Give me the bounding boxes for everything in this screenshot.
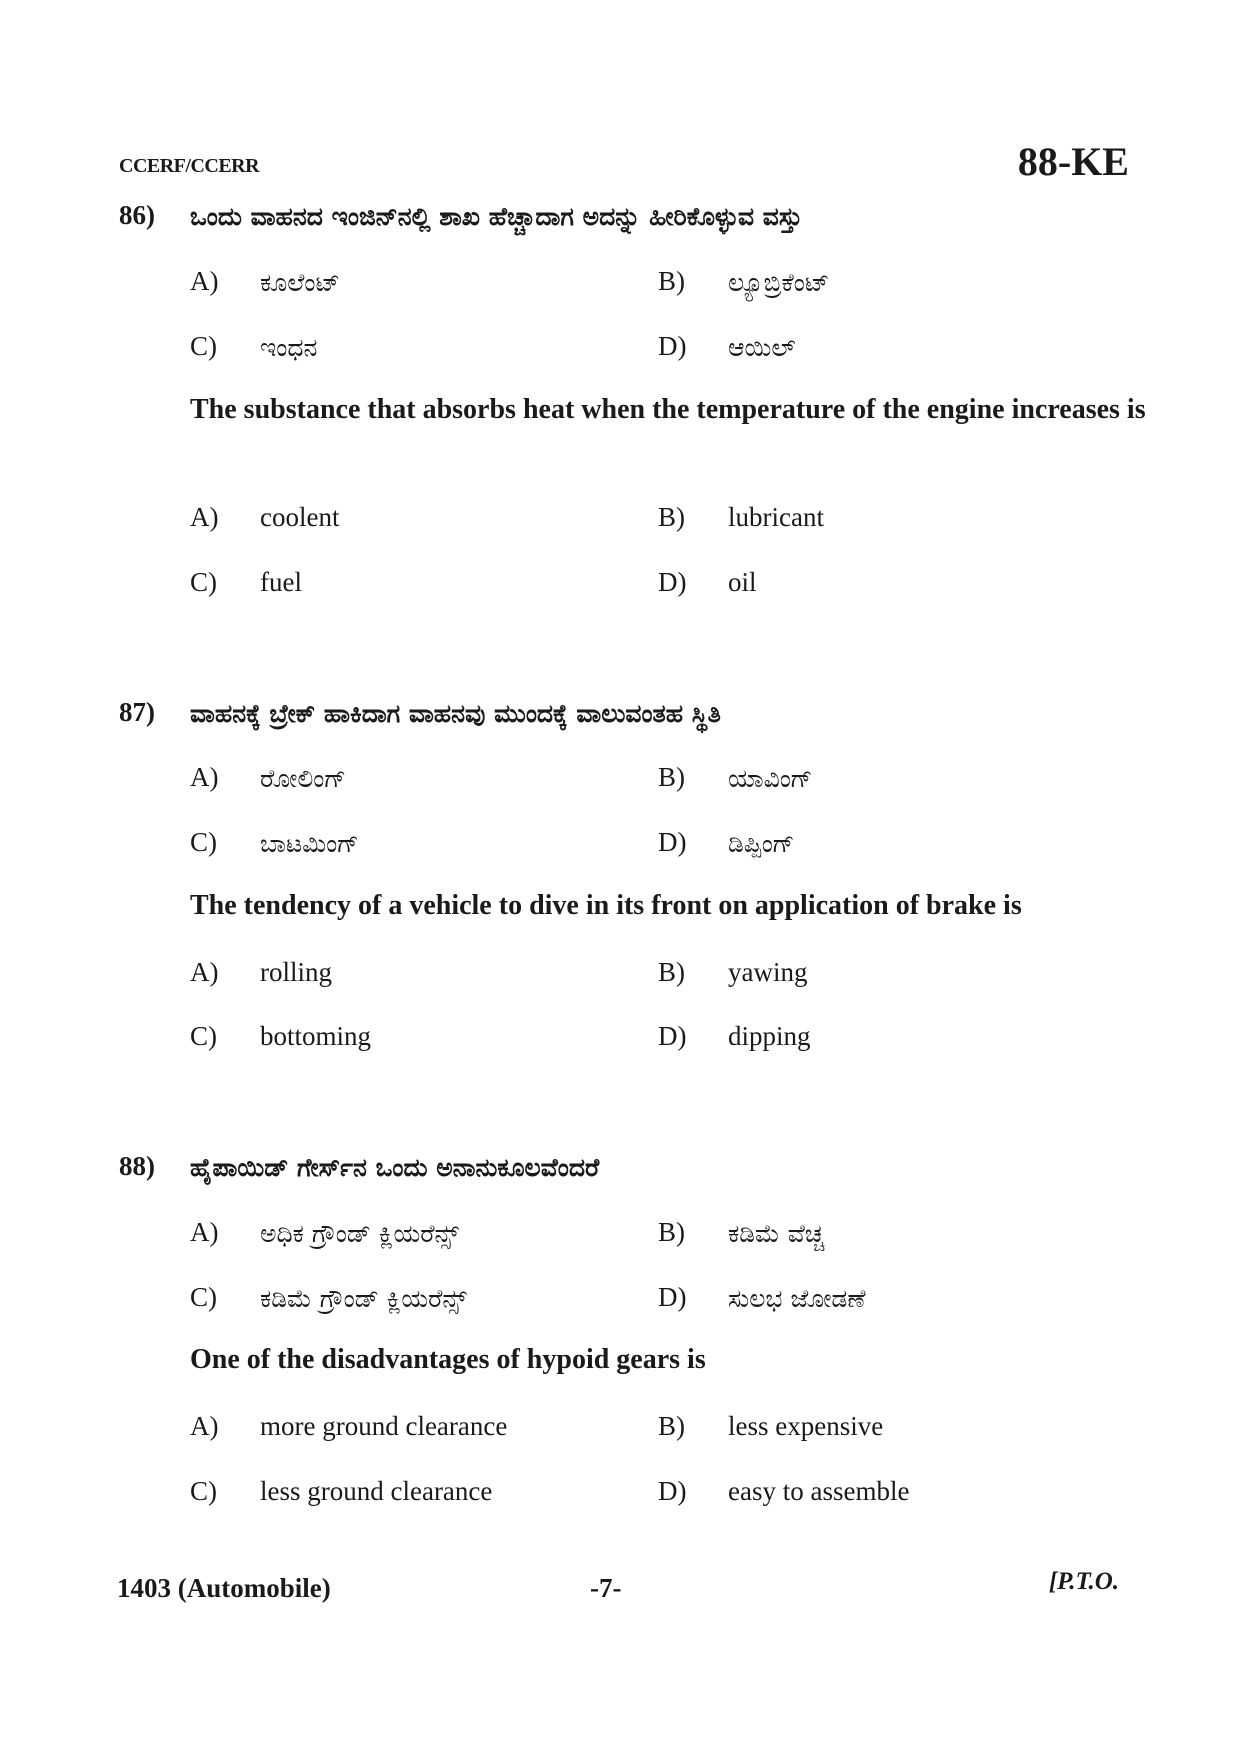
question-kannada: ಒಂದು ವಾಹನದ ಇಂಜಿನ್‌ನಲ್ಲಿ ಶಾಖ ಹೆಚ್ಚಾದಾಗ ಅದನ್ನು ಹೀರಿಕೊಳ್ಳುವ ವಸ್ತು [190, 202, 803, 231]
option-kannada-b: ಕಡಿಮೆ ವೆಚ್ಚ [728, 1219, 825, 1248]
option-english-c: bottoming [260, 1021, 372, 1051]
option-label-b: B) [658, 266, 685, 296]
option-label-d: D) [658, 1282, 687, 1312]
option-kannada-a: ಅಧಿಕ ಗ್ರೌಂಡ್ ಕ್ಲಿಯರೆನ್ಸ್ [260, 1219, 459, 1248]
option-english-b: lubricant [728, 502, 824, 532]
question-english: The substance that absorbs heat when the temperature of the engine increases is [190, 394, 1146, 425]
option-kannada-d: ಡಿಪ್ಪಿಂಗ್ [728, 829, 795, 858]
footer-subject: 1403 (Automobile) [117, 1573, 331, 1603]
option-english-c: fuel [260, 567, 302, 597]
question-kannada: ಹೈಪಾಯಿಡ್ ಗೇರ್ಸ್‌ನ ಒಂದು ಅನಾನುಕೂಲವೆಂದರೆ [190, 1153, 600, 1182]
option-english-a: coolent [260, 502, 340, 532]
option-label-a: A) [190, 1217, 219, 1247]
option-label-d: D) [658, 567, 687, 597]
question-number: 87) [119, 697, 155, 727]
option-kannada-c: ಕಡಿಮೆ ಗ್ರೌಂಡ್ ಕ್ಲಿಯರೆನ್ಸ್ [260, 1284, 467, 1313]
option-english-c: less ground clearance [260, 1476, 493, 1506]
pto-note: [P.T.O. [1048, 1568, 1119, 1595]
option-kannada-c: ಬಾಟಮಿಂಗ್ [260, 829, 359, 858]
option-english-d: dipping [728, 1021, 811, 1051]
option-label-d: D) [658, 331, 687, 361]
option-english-a: more ground clearance [260, 1411, 508, 1441]
option-label-a: A) [190, 502, 219, 532]
option-kannada-b: ಯಾವಿಂಗ್ [728, 764, 813, 793]
option-label-a: A) [190, 266, 219, 296]
option-label-c: C) [190, 331, 217, 361]
option-label-a: A) [190, 1411, 219, 1441]
exam-code: CCERF/CCERR [119, 155, 260, 177]
question-english: One of the disadvantages of hypoid gears is [190, 1344, 706, 1375]
option-label-c: C) [190, 827, 217, 857]
option-english-a: rolling [260, 957, 332, 987]
option-english-d: oil [728, 567, 757, 597]
option-english-d: easy to assemble [728, 1476, 910, 1506]
option-kannada-d: ಆಯಿಲ್ [728, 333, 796, 362]
option-label-b: B) [658, 957, 685, 987]
option-kannada-a: ರೋಲಿಂಗ್ [260, 764, 347, 793]
option-english-b: less expensive [728, 1411, 884, 1441]
option-label-a: A) [190, 762, 219, 792]
option-label-c: C) [190, 567, 217, 597]
option-label-c: C) [190, 1282, 217, 1312]
question-english: The tendency of a vehicle to dive in its front on application of brake is [190, 890, 1022, 921]
option-kannada-a: ಕೂಲೆಂಟ್ [260, 268, 340, 297]
option-kannada-d: ಸುಲಭ ಜೋಡಣೆ [728, 1284, 866, 1313]
option-label-b: B) [658, 1411, 685, 1441]
option-label-b: B) [658, 502, 685, 532]
page-number: -7- [590, 1573, 622, 1603]
question-number: 86) [119, 200, 155, 230]
option-label-d: D) [658, 1021, 687, 1051]
option-label-b: B) [658, 762, 685, 792]
option-english-b: yawing [728, 957, 808, 987]
option-kannada-b: ಲ್ಯೂಬ್ರಿಕೆಂಟ್ [728, 268, 830, 297]
option-label-a: A) [190, 957, 219, 987]
paper-id: 88-KE [1017, 139, 1129, 184]
option-label-d: D) [658, 827, 687, 857]
question-number: 88) [119, 1151, 155, 1181]
question-kannada: ವಾಹನಕ್ಕೆ ಬ್ರೇಕ್ ಹಾಕಿದಾಗ ವಾಹನವು ಮುಂದಕ್ಕೆ ವಾಲುವಂತಹ ಸ್ಥಿತಿ [190, 699, 721, 728]
option-label-c: C) [190, 1476, 217, 1506]
option-label-d: D) [658, 1476, 687, 1506]
option-kannada-c: ಇಂಧನ [260, 333, 318, 362]
option-label-c: C) [190, 1021, 217, 1051]
option-label-b: B) [658, 1217, 685, 1247]
